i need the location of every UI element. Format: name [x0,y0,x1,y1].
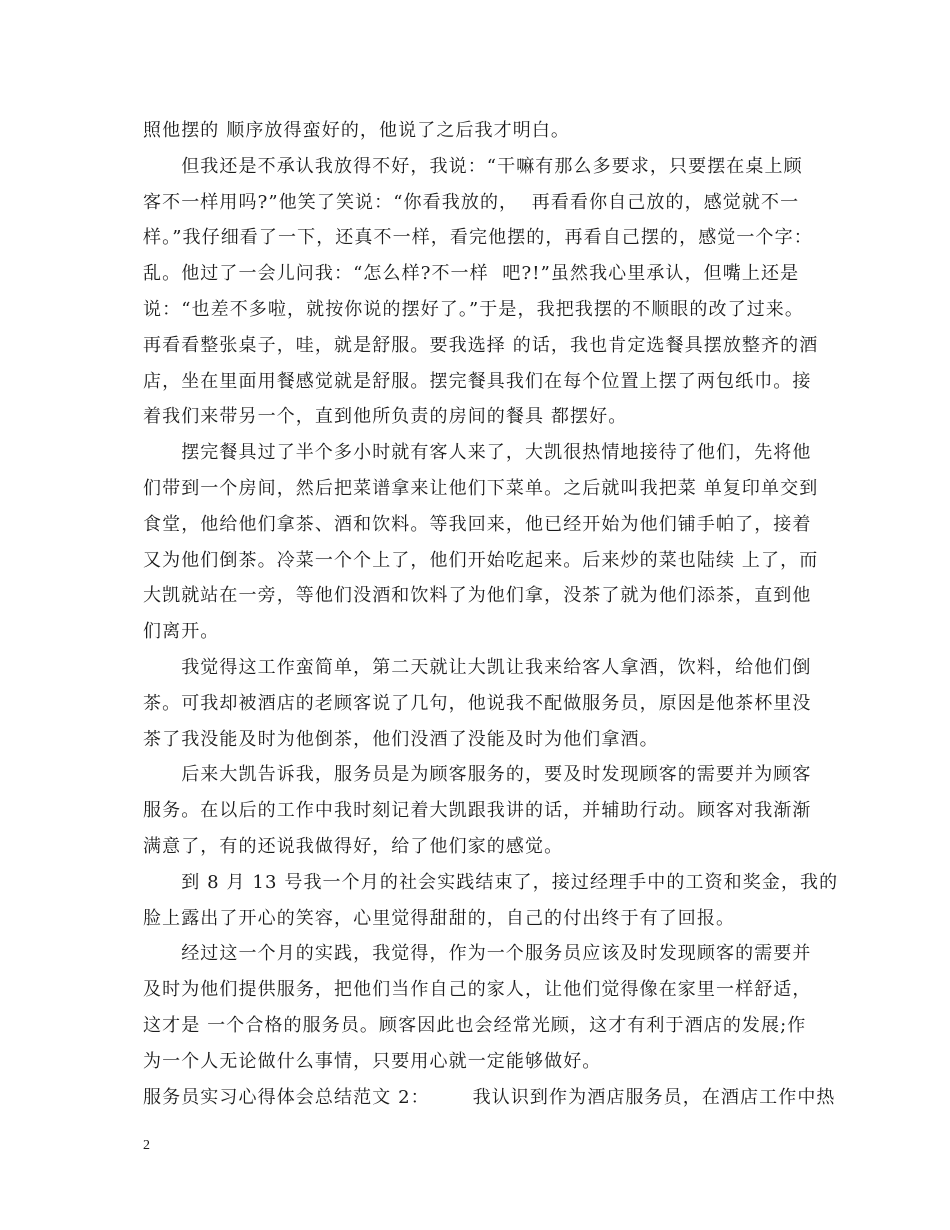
text-line: 店，坐在里面用餐感觉就是舒服。摆完餐具我们在每个位置上摆了两包纸巾。接 [143,370,812,392]
text-line: 及时为他们提供服务，把他们当作自己的家人，让他们觉得像在家里一样舒适， [143,979,812,1001]
text-line: 满意了，有的还说我做得好，给了他们家的感觉。 [143,835,564,857]
text-line: 说：“也差不多啦，就按你说的摆好了。”于是，我把我摆的不顺眼的改了过来。 [143,298,805,320]
text-line: 样。”我仔细看了一下，还真不一样，看完他摆的，再看自己摆的，感觉一个字： [143,227,813,249]
text-line: 再看看整张桌子，哇，就是舒服。要我选择 的话，我也肯定选餐具摆放整齐的酒 [143,334,819,356]
text-line: 照他摆的 顺序放得蛮好的，他说了之后我才明白。 [143,120,571,141]
text-line: 为一个人无论做什么事情，只要用心就一定能够做好。 [143,1050,602,1072]
text-line: 经过这一个月的实践，我觉得，作为一个服务员应该及时发现顾客的需要并 [143,943,812,965]
text-line: 后来大凯告诉我，服务员是为顾客服务的，要及时发现顾客的需要并为顾客 [143,764,812,786]
text-line: 乱。他过了一会儿问我：“怎么样?不一样 吧?!”虽然我心里承认，但嘴上还是 [143,263,800,285]
text-line: 客不一样用吗?”他笑了笑说：“你看我放的， 再看看你自己放的，感觉就不一 [143,191,800,213]
text-line: 们带到一个房间，然后把菜谱拿来让他们下菜单。之后就叫我把菜 单复印单交到 [143,477,819,499]
text-line: 食堂，他给他们拿茶、酒和饮料。等我回来，他已经开始为他们铺手帕了，接着 [143,513,812,535]
text-line: 到 8 月 13 号我一个月的社会实践结束了，接过经理手中的工资和奖金，我的 [143,871,839,893]
text-line: 茶了我没能及时为他倒茶，他们没酒了没能及时为他们拿酒。 [143,728,659,750]
text-line: 但我还是不承认我放得不好，我说：“干嘛有那么多要求，只要摆在桌上顾 [143,155,803,177]
page-number: 2 [143,1138,150,1153]
text-line: 茶。可我却被酒店的老顾客说了几句，他说我不配做服务员，原因是他茶杯里没 [143,692,812,714]
text-line: 服务。在以后的工作中我时刻记着大凯跟我讲的话，并辅助行动。顾客对我渐渐 [143,800,812,822]
text-line: 着我们来带另一个，直到他所负责的房间的餐具 都摆好。 [143,406,628,428]
body-text [143,113,839,1115]
text-line: 服务员实习心得体会总结范文 2： 我认识到作为酒店服务员，在酒店工作中热 [143,1086,836,1108]
text-line: 又为他们倒茶。冷菜一个个上了，他们开始吃起来。后来炒的菜也陆续 上了，而 [143,549,819,571]
text-line: 脸上露出了开心的笑容，心里觉得甜甜的，自己的付出终于有了回报。 [143,907,736,929]
text-line: 我觉得这工作蛮简单，第二天就让大凯让我来给客人拿酒，饮料，给他们倒 [143,656,812,678]
text-line: 这才是 一个合格的服务员。顾客因此也会经常光顾，这才有利于酒店的发展;作 [143,1014,807,1036]
text-line: 们离开。 [143,621,220,643]
text-line: 摆完餐具过了半个多小时就有客人来了，大凯很热情地接待了他们，先将他 [143,442,812,464]
text-line: 大凯就站在一旁，等他们没酒和饮料了为他们拿，没茶了就为他们添茶，直到他 [143,585,812,607]
